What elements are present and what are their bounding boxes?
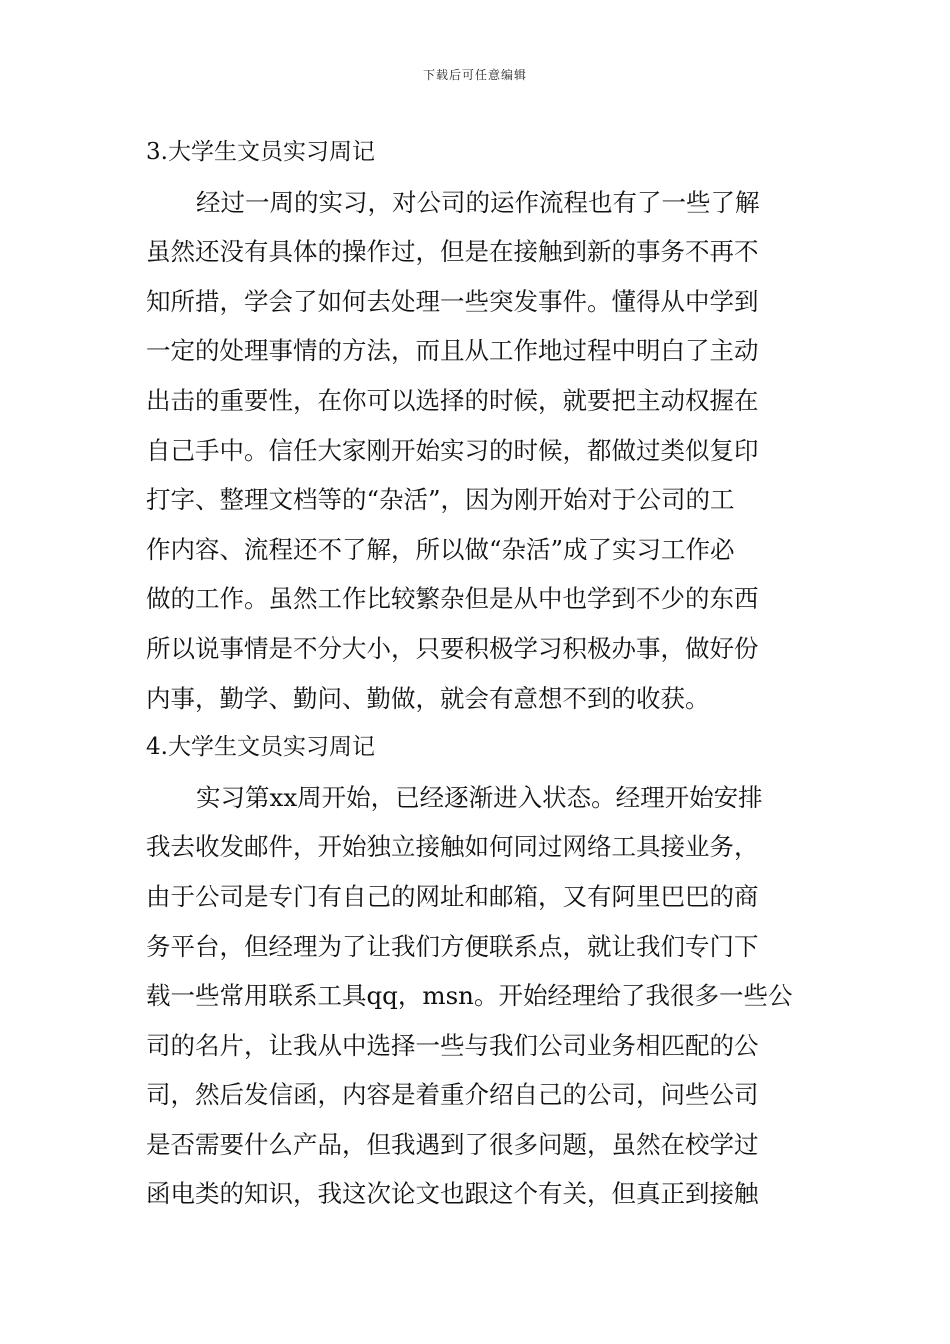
paragraph-line: 经过一周的实习，对公司的运作流程也有了一些了解: [196, 187, 760, 217]
section-heading-4: 4.大学生文员实习周记: [146, 734, 375, 761]
paragraph-line: 司，然后发信函，内容是着重介绍自己的公司，问些公司: [146, 1080, 759, 1110]
paragraph-line: 自己手中。信任大家刚开始实习的时候，都做过类似复印: [146, 435, 759, 465]
document-body: [146, 128, 814, 1219]
header-note: 下载后可任意编辑: [422, 68, 527, 82]
paragraph-line: 实习第xx周开始，已经逐渐进入状态。经理开始安排: [196, 782, 763, 812]
paragraph-line: 做的工作。虽然工作比较繁杂但是从中也学到不少的东西: [146, 584, 759, 614]
paragraph-line: 作内容、流程还不了解，所以做“杂活”成了实习工作必: [146, 534, 735, 564]
paragraph-line: 一定的处理事情的方法，而且从工作地过程中明白了主动: [146, 336, 759, 366]
paragraph-line: 司的名片，让我从中选择一些与我们公司业务相匹配的公: [146, 1030, 759, 1060]
paragraph-line: 务平台，但经理为了让我们方便联系点，就让我们专门下: [146, 931, 759, 961]
paragraph-line: 由于公司是专门有自己的网址和邮箱，又有阿里巴巴的商: [146, 881, 759, 911]
paragraph-line: 是否需要什么产品，但我遇到了很多问题，虽然在校学过: [146, 1129, 759, 1159]
paragraph-line: 我去收发邮件，开始独立接触如何同过网络工具接业务，: [146, 832, 759, 862]
section-heading-3: 3.大学生文员实习周记: [146, 139, 375, 165]
paragraph-line: 内事，勤学、勤问、勤做，就会有意想不到的收获。: [146, 683, 710, 713]
paragraph-line: 虽然还没有具体的操作过，但是在接触到新的事务不再不: [146, 237, 759, 267]
paragraph-line: 出击的重要性，在你可以选择的时候，就要把主动权握在: [146, 385, 759, 415]
paragraph-line: 函电类的知识，我这次论文也跟这个有关，但真正到接触: [146, 1179, 759, 1209]
paragraph-line: 所以说事情是不分大小，只要积极学习积极办事，做好份: [146, 633, 759, 663]
paragraph-line: 打字、整理文档等的“杂活”，因为刚开始对于公司的工: [146, 485, 735, 515]
paragraph-line: 知所措，学会了如何去处理一些突发事件。懂得从中学到: [146, 286, 759, 316]
paragraph-line: 载一些常用联系工具qq，msn。开始经理给了我很多一些公: [146, 981, 793, 1011]
